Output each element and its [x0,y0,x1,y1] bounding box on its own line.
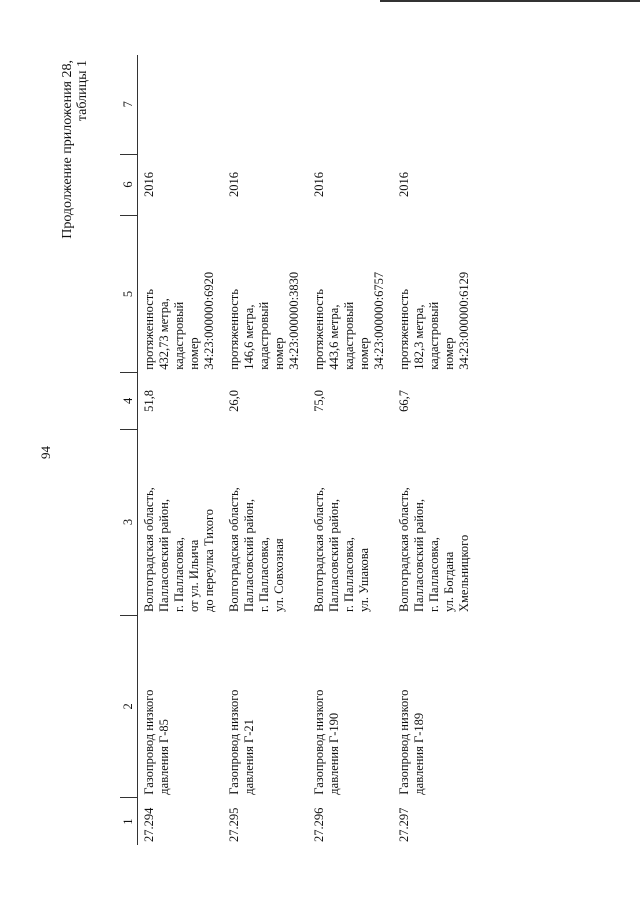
object-address [223,429,308,615]
object-year: 2016 [397,172,411,198]
object-value: 51,8 [142,389,156,412]
object-address [138,429,224,615]
object-name [223,615,308,798]
address-line: г. Палласовка, [172,537,186,613]
row-number: 27.297 [397,807,411,842]
header-row [120,55,138,845]
address-line: Волгоградская область, [312,487,326,613]
object-note [308,55,393,154]
description-line: кадастровый [342,301,356,370]
description-line: протяженность [142,289,156,370]
object-address [308,429,393,615]
table-row [393,55,478,845]
address-line: Палласовский район, [157,499,171,613]
object-name [138,615,224,798]
caption-line-2: таблицы 1 [75,60,90,122]
description-line: номер [357,337,371,370]
address-line: Волгоградская область, [227,487,241,613]
address-line: Волгоградская область, [397,487,411,613]
data-table [120,55,478,845]
description-line: кадастровый [172,301,186,370]
description-line: кадастровый [427,301,441,370]
description-line: 34:23:000000:6129 [457,271,471,370]
description-line: номер [272,337,286,370]
object-name-line: Газопровод низкого [397,689,411,795]
description-line: протяженность [227,289,241,370]
object-note [223,55,308,154]
description-line: 34:23:000000:3830 [287,271,301,370]
object-note [393,55,478,154]
address-line: г. Палласовка, [257,537,271,613]
object-year: 2016 [142,172,156,198]
object-description [223,215,308,373]
object-name [393,615,478,798]
description-line: кадастровый [257,301,271,370]
object-name-line: Газопровод низкого [227,689,241,795]
address-line: от ул. Ильича [187,539,201,613]
column-header-3: 3 [120,429,138,615]
address-line: г. Палласовка, [342,537,356,613]
address-line: Палласовский район, [327,499,341,613]
address-line: до переулка Тихого [202,508,216,613]
row-number: 27.295 [227,807,241,842]
caption-line-1: Продолжение приложения 28, [60,60,75,239]
column-header-4: 4 [120,373,138,429]
column-header-2: 2 [120,615,138,798]
row-number: 27.294 [142,807,156,842]
object-description [308,215,393,373]
object-description [393,215,478,373]
object-description [138,215,224,373]
address-line: Волгоградская область, [142,487,156,613]
description-line: 182,3 метра, [412,304,426,370]
object-name-line: давления Г-21 [242,719,256,795]
description-line: 146,6 метра, [242,304,256,370]
description-line: 34:23:000000:6757 [372,271,386,370]
address-line: Палласовский район, [242,499,256,613]
column-header-6: 6 [120,154,138,215]
description-line: номер [442,337,456,370]
address-line: ул. Ушакова [357,547,371,613]
object-note [138,55,224,154]
object-value: 75,0 [312,389,326,412]
row-number: 27.296 [312,807,326,842]
address-line: Палласовский район, [412,499,426,613]
object-name-line: давления Г-189 [412,712,426,795]
page-number: 94 [38,446,53,459]
object-value: 66,7 [397,389,411,412]
object-year: 2016 [227,172,241,198]
object-name-line: Газопровод низкого [142,689,156,795]
column-header-7: 7 [120,55,138,154]
description-line: номер [187,337,201,370]
address-line: Хмельницкого [457,534,471,613]
description-line: протяженность [397,289,411,370]
object-value: 26,0 [227,389,241,412]
object-name-line: давления Г-190 [327,712,341,795]
object-name-line: Газопровод низкого [312,689,326,795]
object-name-line: давления Г-85 [157,719,171,795]
address-line: ул. Совхозная [272,538,286,613]
table-caption [60,60,90,239]
object-address [393,429,478,615]
address-line: ул. Богдана [442,551,456,613]
column-header-1: 1 [120,798,138,845]
table-row [308,55,393,845]
column-header-5: 5 [120,215,138,373]
description-line: 443,6 метра, [327,304,341,370]
object-name [308,615,393,798]
description-line: протяженность [312,289,326,370]
table-row [138,55,224,845]
table-row [223,55,308,845]
description-line: 34:23:000000:6920 [202,271,216,370]
object-year: 2016 [312,172,326,198]
description-line: 432,73 метра, [157,298,171,370]
address-line: г. Палласовка, [427,537,441,613]
